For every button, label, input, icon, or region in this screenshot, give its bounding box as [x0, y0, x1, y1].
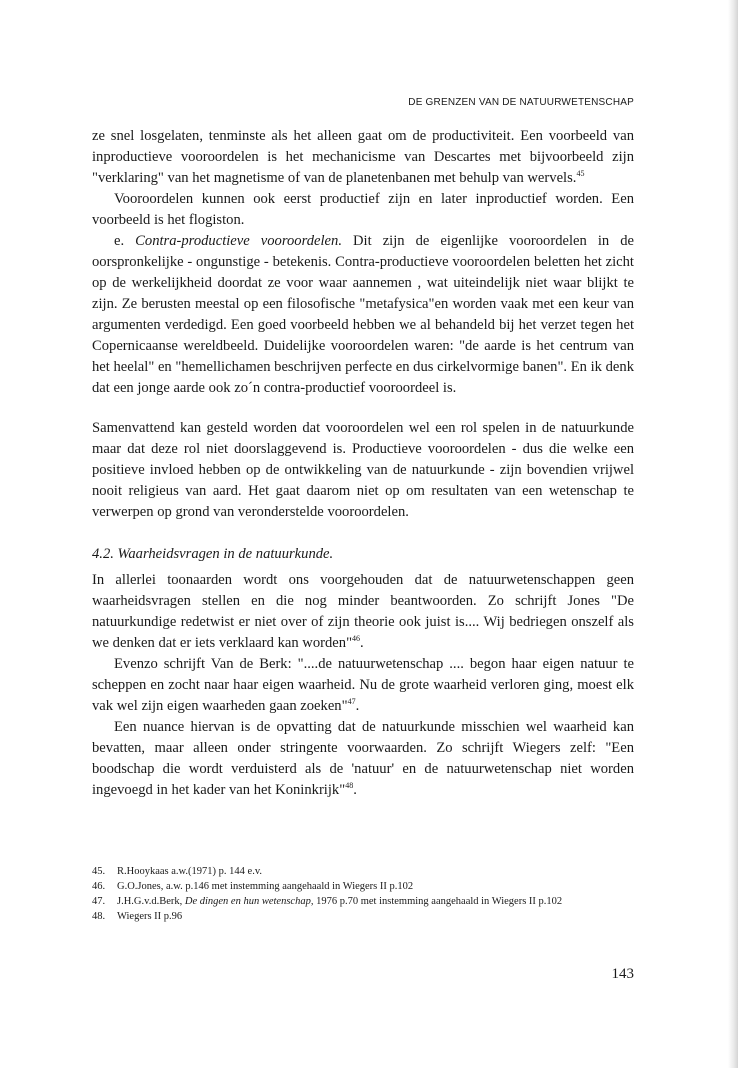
footnote-47-title: De dingen en hun wetenschap, — [184, 896, 314, 907]
paragraph-7: Een nuance hiervan is de opvatting dat de natuurkunde misschien wel waarheid kan bevatten, maar alleen onder stringente voorwaarden. Zo schrijft Wiegers zelf: "Een boodschap die wordt verduisterd als de 'natuur' en de natuurwetenschap niet worden ingevoegd in het kader van het Koninkrijk"$^{48}$. — [92, 719, 634, 798]
running-header: DE GRENZEN VAN DE NATUURWETENSCHAP — [408, 97, 634, 108]
footnote-ref-46[interactable]: 46 — [352, 634, 361, 643]
paragraph-6: Evenzo schrijft Van de Berk: "....de natuurwetenschap .... begon haar eigen natuur te scheppen en zocht naar haar eigen waarheid. Nu de grote waarheid verloren ging, moest elk vak wel zijn eigen waarheden gaan zoeken"$^{47}$. — [92, 656, 634, 714]
section-heading: 4.2. Waarheidsvragen in de natuurkunde. — [92, 546, 334, 562]
term-contra-productieve: Contra-productieve vooroordelen. — [135, 233, 342, 249]
paragraph-1: ze snel losgelaten, tenminste als het alleen gaat om de productiviteit. Een voorbeeld van inproductieve vooroordelen is het mechanicisme van Descartes met bijvoorbeeld zijn "verklaring" van het magnetisme of van de planetenbanen met behulp van wervels.$^{45}$ — [92, 128, 634, 186]
footnote-ref-47[interactable]: 47 — [347, 697, 356, 706]
footnote-48: 48. Wiegers II p.96 — [92, 911, 183, 922]
footnote-ref-48[interactable]: 48 — [345, 781, 354, 790]
paragraph-2: Vooroordelen kunnen ook eerst productief zijn en later inproductief worden. Een voorbeeld is het flogiston. — [92, 191, 634, 228]
main-text — [92, 126, 634, 801]
page-number: 143 — [611, 966, 634, 982]
footnote-46: 46. G.O.Jones, a.w. p.146 met instemming aangehaald in Wiegers II p.102 — [92, 881, 414, 892]
footnote-ref-45[interactable]: 45 — [576, 169, 585, 178]
footnotes — [92, 864, 634, 924]
footnote-47: 47. J.H.G.v.d.Berk, De dingen en hun wetenschap, 1976 p.70 met instemming aangehaald in Wiegers II p.102 — [92, 896, 563, 907]
paragraph-5: In allerlei toonaarden wordt ons voorgehouden dat de natuurwetenschappen geen waarheidsvragen stellen en die nog minder beantwoorden. Zo schrijft Jones "De natuurkundige redetwist er niet over of zijn theorie ook juist is.... Wij bedriegen onszelf als we denken dat er iets verklaard kan worden"$^{46}$. — [92, 572, 634, 651]
paragraph-4: Samenvattend kan gesteld worden dat vooroordelen wel een rol spelen in de natuurkunde maar dat deze rol niet doorslaggevend is. Productieve vooroordelen - dus die welke een positieve invloed hebben op de ontwikkeling van de natuurkunde - zijn bovendien vrijwel nooit religieus van aard. Het gaat daarom niet op om resultaten van een wetenschap te verwerpen op grond van veronderstelde vooroordelen. — [92, 420, 634, 520]
page-edge-shadow — [728, 0, 738, 1068]
paragraph-3: e. Contra-productieve vooroordelen. Dit zijn de eigenlijke vooroordelen in de oorspronkelijke - ongunstige - betekenis. Contra-productieve vooroordelen beletten het zicht op de werkelijkheid doordat ze voor waar aannemen , wat uiteindelijk niet waar blijkt te zijn. Ze berusten meestal op een filosofische "metafysica"en worden vaak met een keur van argumenten verdedigd. Een goed voorbeeld hebben we al behandeld bij het verzet tegen het Copernicaanse wereldbeeld. Duidelijke vooroordelen waren: "de aarde is het centrum van het heelal" en "hemellichamen beschrijven perfecte en dus cirkelvormige banen". En ik denk dat een jonge aarde ook zo´n contra-productief vooroordeel is. — [92, 233, 634, 396]
footnote-45: 45. R.Hooykaas a.w.(1971) p. 144 e.v. — [92, 866, 263, 877]
